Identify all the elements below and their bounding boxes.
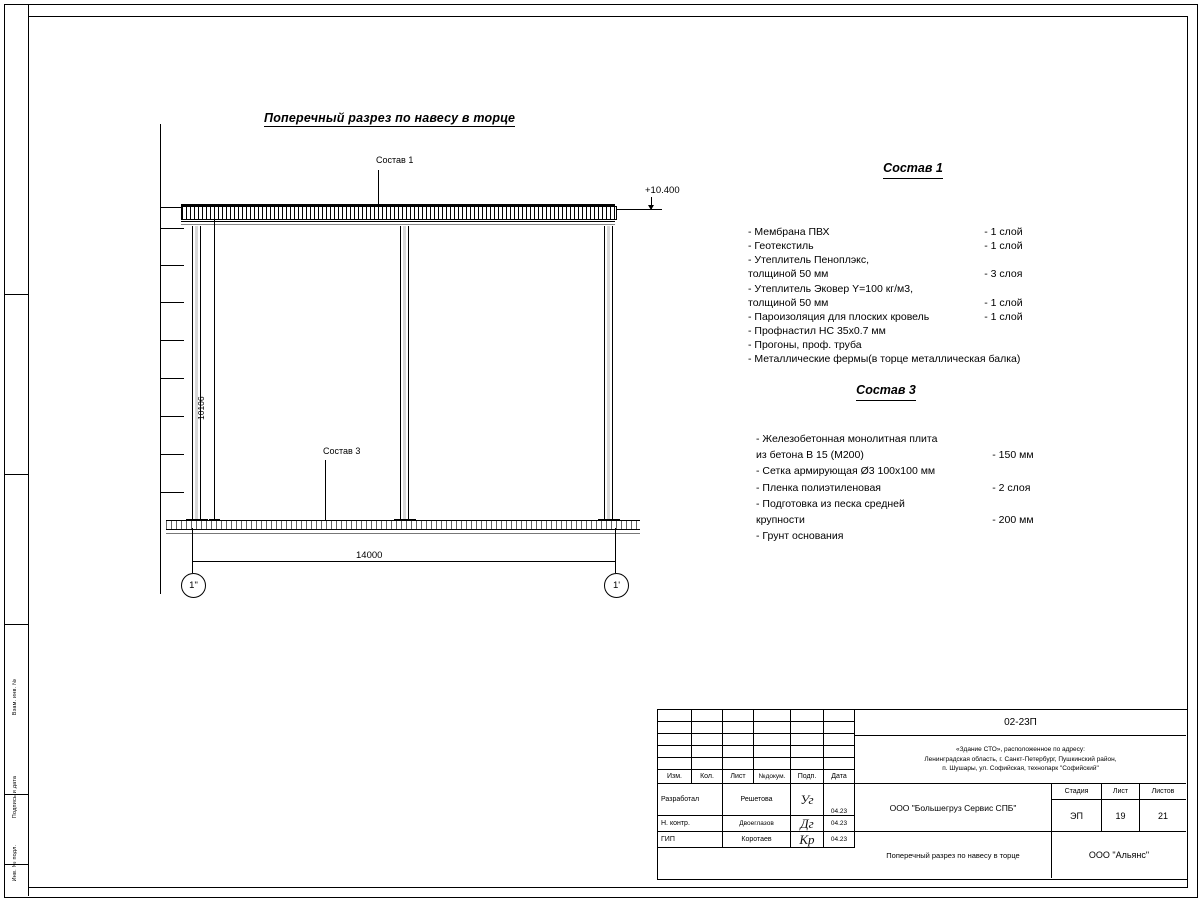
spec-1-row bbox=[748, 296, 1078, 310]
col-header-list: Лист bbox=[723, 770, 754, 784]
spec-3-row-qty bbox=[992, 431, 1086, 447]
revision-grid-cell bbox=[692, 710, 723, 722]
revision-grid-cell bbox=[824, 758, 855, 770]
role-signature-gip: Кр bbox=[791, 832, 824, 848]
role-label-nkontr: Н. контр. bbox=[658, 816, 723, 832]
spec-3-row bbox=[756, 431, 1086, 447]
spec-1-row-name: - Профнастил НС 35х0.7 мм bbox=[748, 325, 886, 338]
section-title-text: Поперечный разрез по навесу в торце bbox=[264, 111, 516, 125]
spec-1-row bbox=[748, 282, 1078, 296]
width-dimension-value: 14000 bbox=[356, 550, 383, 561]
side-label-inv-podl: Инв. № подл. bbox=[12, 844, 18, 882]
axis-bubble-left bbox=[181, 573, 206, 598]
col-header-izm: Изм. bbox=[658, 770, 692, 784]
project-code: 02-23П bbox=[855, 710, 1186, 736]
revision-grid-cell bbox=[754, 746, 791, 758]
wall-tick bbox=[160, 378, 184, 379]
spec-3-row-qty bbox=[992, 463, 1086, 479]
spec-1-title: Состав 1 bbox=[883, 160, 943, 179]
spec-1-row-qty bbox=[984, 324, 1078, 338]
spec-1-row-name: - Прогоны, проф. труба bbox=[748, 339, 862, 352]
revision-grid-cell bbox=[791, 758, 824, 770]
role-label-gip: ГИП bbox=[658, 832, 723, 848]
dimension-tick bbox=[209, 519, 220, 520]
object-description bbox=[855, 736, 1186, 784]
spec-3-row-qty: - 150 мм bbox=[992, 449, 1034, 462]
lists-value: 21 bbox=[1140, 800, 1186, 832]
revision-grid-cell bbox=[791, 734, 824, 746]
revision-grid-cell bbox=[754, 758, 791, 770]
revision-grid-cell bbox=[658, 710, 692, 722]
spec-1-row-qty bbox=[984, 338, 1078, 352]
column-right bbox=[604, 226, 613, 522]
object-line-3: п. Шушары, ул. Софийская, технопарк "Софийский" bbox=[942, 765, 1099, 773]
revision-grid-cell bbox=[658, 722, 692, 734]
wall-tick bbox=[160, 265, 184, 266]
col-header-data: Дата bbox=[824, 770, 855, 784]
callout-3-label: Состав 3 bbox=[323, 446, 361, 456]
spec-1-row-name: - Утеплитель Эковер Y=100 кг/м3, bbox=[748, 282, 914, 295]
roof-bottom-line bbox=[181, 221, 615, 222]
revision-grid-cell bbox=[791, 746, 824, 758]
role-signature-nkontr: Дг bbox=[791, 816, 824, 832]
spec-3-row bbox=[756, 528, 1086, 544]
revision-grid-cell bbox=[791, 710, 824, 722]
role-name-gip: Коротаев bbox=[723, 832, 791, 848]
revision-grid-cell bbox=[723, 710, 754, 722]
role-date-gip: 04.23 bbox=[824, 832, 855, 848]
revision-grid-cell bbox=[754, 710, 791, 722]
spec-1-row bbox=[748, 253, 1078, 267]
spec-1-row-name: толщиной 50 мм bbox=[748, 296, 829, 309]
revision-grid-cell bbox=[791, 722, 824, 734]
elevation-drawing bbox=[0, 0, 700, 640]
axis-bubble-left-label: 1" bbox=[189, 580, 198, 591]
wall-tick bbox=[160, 492, 184, 493]
column-fill bbox=[403, 226, 406, 522]
callout-1-label: Состав 1 bbox=[376, 155, 414, 165]
stamp-bottom-left-blank bbox=[658, 848, 855, 878]
spec-3-row bbox=[756, 463, 1086, 479]
column-fill bbox=[195, 226, 198, 522]
width-dimension-line bbox=[192, 561, 616, 562]
spec-1-row-name: - Пароизоляция для плоских кровель bbox=[748, 310, 930, 323]
spec-1-row-qty: - 1 слой bbox=[984, 296, 1023, 309]
spec-3-row-name: - Железобетонная монолитная плита bbox=[756, 432, 938, 445]
spec-3-row bbox=[756, 496, 1086, 512]
col-header-podp: Подп. bbox=[791, 770, 824, 784]
spec-3-row-name: - Сетка армирующая Ø3 100х100 мм bbox=[756, 465, 936, 478]
list-value: 19 bbox=[1102, 800, 1140, 832]
spec-3-row-qty: - 200 мм bbox=[992, 514, 1034, 527]
wall-tick bbox=[160, 454, 184, 455]
revision-grid-cell bbox=[824, 746, 855, 758]
wall-tick bbox=[160, 340, 184, 341]
spec-3-row-qty bbox=[992, 496, 1086, 512]
stage-header: Стадия bbox=[1052, 784, 1102, 800]
spec-3-row-qty: - 2 слоя bbox=[992, 481, 1031, 494]
height-dimension-value: 10106 bbox=[196, 396, 206, 420]
object-line-1: «Здание СТО», расположенное по адресу: bbox=[956, 745, 1085, 753]
axis-extension-left bbox=[160, 124, 161, 594]
height-dimension-line bbox=[214, 218, 215, 520]
dimension-tick bbox=[209, 219, 220, 220]
spec-3-row-name: - Грунт основания bbox=[756, 530, 844, 543]
spec-3-row bbox=[756, 512, 1086, 528]
design-organization: ООО "Альянс" bbox=[1088, 850, 1150, 860]
spec-3-row-name: - Подготовка из песка средней bbox=[756, 497, 905, 510]
column-middle bbox=[400, 226, 409, 522]
floor-slab bbox=[166, 520, 640, 530]
spec-3-row bbox=[756, 480, 1086, 496]
revision-grid-cell bbox=[723, 758, 754, 770]
side-label-podpis-data: Подпись и дата bbox=[12, 775, 18, 819]
revision-grid-cell bbox=[692, 722, 723, 734]
revision-grid-cell bbox=[692, 734, 723, 746]
spec-1-row-name: - Утеплитель Пеноплэкс, bbox=[748, 254, 870, 267]
column-fill bbox=[607, 226, 610, 522]
level-mark-value: +10.400 bbox=[645, 185, 680, 196]
spec-1-row bbox=[748, 338, 1078, 352]
wall-tick bbox=[160, 302, 184, 303]
level-arrow-icon bbox=[651, 197, 652, 209]
revision-grid-cell bbox=[658, 758, 692, 770]
role-signature-razrabotal: Уг bbox=[791, 784, 824, 816]
ground-line bbox=[166, 533, 640, 534]
spec-1-row-qty bbox=[984, 282, 1078, 296]
spec-1-row-qty: - 3 слоя bbox=[984, 268, 1023, 281]
spec-1-row-name: - Геотекстиль bbox=[748, 240, 814, 253]
roof-slab bbox=[181, 206, 617, 220]
revision-grid-cell bbox=[723, 722, 754, 734]
revision-grid-cell bbox=[754, 722, 791, 734]
revision-grid-cell bbox=[824, 722, 855, 734]
roof-purlin-line bbox=[181, 224, 615, 225]
list-header: Лист bbox=[1102, 784, 1140, 800]
spec-1-row bbox=[748, 310, 1078, 324]
column-left bbox=[192, 226, 201, 522]
axis-line-left bbox=[192, 528, 193, 573]
object-line-2: Ленинградская область, г. Санкт-Петербург, Пушкинский район, bbox=[924, 755, 1117, 763]
contractor-company: ООО "Большегруз Сервис СПБ" bbox=[855, 784, 1052, 832]
callout-1-leader bbox=[378, 170, 379, 218]
spec-1-row-qty: - 1 слой bbox=[984, 310, 1023, 323]
spec-1-row-qty: - 1 слой bbox=[984, 225, 1023, 238]
axis-bubble-right bbox=[604, 573, 629, 598]
revision-grid-cell bbox=[658, 734, 692, 746]
axis-bubble-right-label: 1' bbox=[612, 580, 621, 591]
spec-1-row-name: - Мембрана ПВХ bbox=[748, 225, 830, 238]
spec-1-row-name: - Металлические фермы(в торце металлическая балка) bbox=[748, 353, 1021, 366]
spec-3-row-name: из бетона В 15 (М200) bbox=[756, 449, 864, 462]
title-block-stamp bbox=[657, 709, 1188, 880]
spec-3-row-name: - Пленка полиэтиленовая bbox=[756, 481, 881, 494]
axis-line-right bbox=[615, 528, 616, 573]
callout-3-leader bbox=[325, 460, 326, 520]
role-name-razrabotal: Решетова bbox=[723, 784, 791, 816]
col-header-kol: Кол. bbox=[692, 770, 723, 784]
revision-grid-cell bbox=[723, 734, 754, 746]
revision-grid-cell bbox=[692, 746, 723, 758]
spec-block-3 bbox=[756, 382, 1086, 545]
spec-1-row bbox=[748, 267, 1078, 281]
spec-3-title: Состав 3 bbox=[856, 382, 916, 401]
wall-tick bbox=[160, 416, 184, 417]
spec-1-row bbox=[748, 352, 1078, 366]
spec-3-row-name: крупности bbox=[756, 514, 805, 527]
revision-grid-cell bbox=[692, 758, 723, 770]
revision-grid-cell bbox=[824, 710, 855, 722]
sheet-title: Поперечный разрез по навесу в торце bbox=[855, 832, 1052, 878]
spec-1-row-qty bbox=[984, 253, 1078, 267]
revision-grid-cell bbox=[824, 734, 855, 746]
spec-3-row bbox=[756, 447, 1086, 463]
col-header-ndokum: №докум. bbox=[754, 770, 791, 784]
spec-block-1 bbox=[748, 160, 1078, 367]
revision-grid-cell bbox=[754, 734, 791, 746]
lists-header: Листов bbox=[1140, 784, 1186, 800]
spec-3-row-qty bbox=[992, 528, 1086, 544]
revision-grid-cell bbox=[658, 746, 692, 758]
spec-1-row bbox=[748, 239, 1078, 253]
role-date-razrabotal: 04.23 bbox=[824, 784, 855, 816]
stage-value: ЭП bbox=[1052, 800, 1102, 832]
wall-tick bbox=[160, 228, 184, 229]
side-label-vzam-inv: Взам. инв. № bbox=[12, 678, 18, 716]
spec-1-row bbox=[748, 324, 1078, 338]
revision-grid-cell bbox=[723, 746, 754, 758]
level-leader-line bbox=[616, 209, 662, 210]
spec-1-row-qty: - 1 слой bbox=[984, 240, 1023, 253]
role-name-nkontr: Двоеглазов bbox=[723, 816, 791, 832]
spec-1-row-name: толщиной 50 мм bbox=[748, 268, 829, 281]
role-label-razrabotal: Разработал bbox=[658, 784, 723, 816]
role-date-nkontr: 04.23 bbox=[824, 816, 855, 832]
spec-1-row bbox=[748, 225, 1078, 239]
